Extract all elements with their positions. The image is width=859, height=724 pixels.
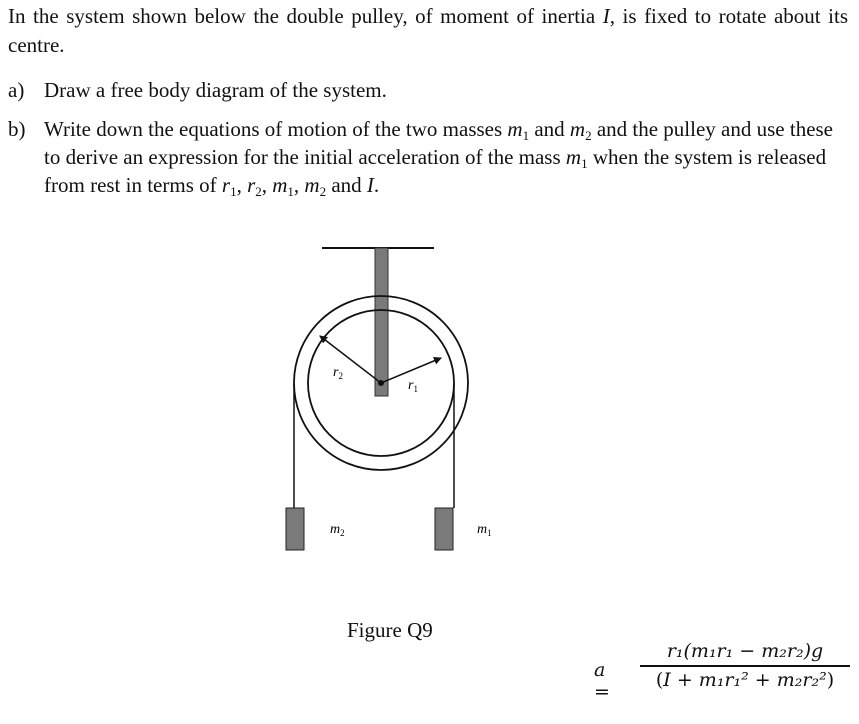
support-rod bbox=[375, 248, 388, 396]
fraction-bar bbox=[640, 665, 850, 667]
label-r1: $r_1$ bbox=[408, 378, 418, 394]
part-a-label: a) bbox=[8, 78, 25, 102]
formula-numerator: r₁(m₁r₁ − m₂r₂)g bbox=[666, 640, 824, 662]
formula-lhs: a = bbox=[594, 659, 610, 703]
formula-denominator: (I + m₁r₁² + m₂r₂²) bbox=[655, 668, 835, 691]
mass-m2-block bbox=[286, 508, 304, 550]
intro-text-2: , is fixed to rotate about its centre. bbox=[8, 4, 848, 57]
part-b-label: b) bbox=[8, 117, 26, 141]
formula-fraction bbox=[640, 640, 850, 691]
intro-inertia-symbol: I bbox=[602, 4, 610, 28]
figure-caption: Figure Q9 bbox=[347, 618, 433, 642]
label-r2: $r_2$ bbox=[333, 365, 343, 381]
label-m1: $m_1$ bbox=[477, 522, 492, 538]
part-b-text: Write down the equations of motion of the two masses $m_1$ and $m_2$ and the pulley and use these to derive an expression for the initial acceleration of the mass $m_1$ when the system is released from rest in terms of $r_1$, $r_2$, $m_1$, $m_2$ and I. bbox=[44, 117, 834, 199]
part-a-text: Draw a free body diagram of the system. bbox=[44, 78, 387, 102]
label-m2: $m_2$ bbox=[330, 522, 345, 538]
mass-m1-block bbox=[435, 508, 453, 550]
intro-text-1: In the system shown below the double pulley, of moment of inertia bbox=[8, 4, 603, 28]
radius-r2-arrow bbox=[320, 336, 381, 383]
